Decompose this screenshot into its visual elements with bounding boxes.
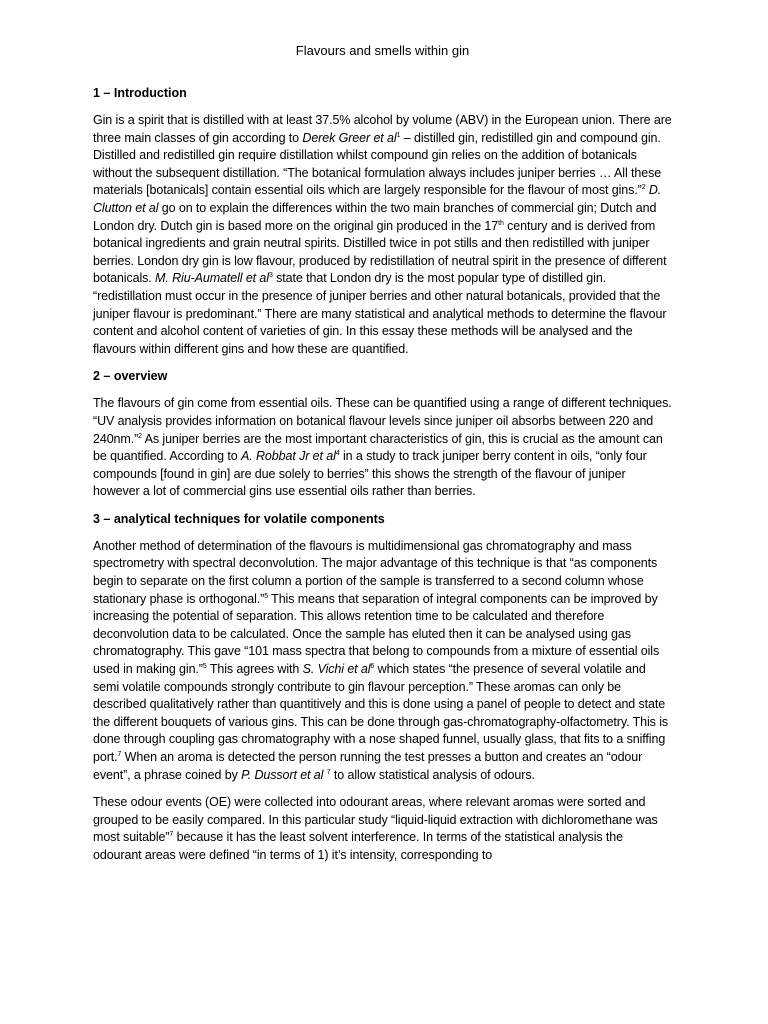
citation-superscript: 2 (138, 432, 142, 440)
paragraph (93, 395, 672, 501)
text-run: These odour events (OE) were collected into odourant areas, where relevant aromas were sorted and grouped to be easily compared. In this particular study “liquid-liquid extraction with dichloromethane was most suitable” (93, 795, 658, 845)
document-title: Flavours and smells within gin (295, 43, 470, 58)
text-run: because it has the least solvent interference. In terms of the statistical analysis the odourant areas were defined “in terms of 1) it’s intensity, corresponding to (93, 830, 623, 862)
citation-superscript: 6 (370, 662, 375, 670)
citation-superscript: 2 (641, 184, 646, 192)
paragraph (93, 538, 672, 784)
author-citation: P. Dussort et al (241, 767, 324, 782)
section-heading: 1 – Introduction (93, 86, 187, 100)
author-citation: D. Clutton et al (93, 183, 662, 215)
citation-superscript: 5 (202, 662, 207, 670)
citation-superscript: 7 (326, 768, 331, 776)
citation-superscript: 1 (396, 131, 401, 139)
text-run: state that London dry is the most popular type of distilled gin. “redistillation must occur in the presence of juniper berries and other natural botanicals, provided that the juniper flavour is predominant.” There are many statistical and analytical methods to determine the flavour content and alcohol content of varieties of gin. In this essay these methods will be analysed and the flavours within different gins and how these are quantified. (93, 271, 667, 356)
paragraph (93, 112, 672, 358)
citation-superscript: 7 (117, 750, 122, 758)
citation-superscript: 4 (335, 449, 340, 457)
section-introduction (93, 85, 672, 358)
text-run: to allow statistical analysis of odours. (330, 767, 535, 782)
author-citation: A. Robbat Jr et al (241, 449, 336, 464)
text-run: go on to explain the differences within the two main branches of commercial gin; Dutch and London dry. Dutch gin is based more on the original gin produced in the 17 (93, 200, 657, 233)
text-run: When an aroma is detected the person running the test presses a button and creates an “odour event”, a phrase coined by (93, 750, 643, 782)
citation-superscript: 3 (268, 272, 273, 280)
text-run: century and is derived from botanical ingredients and grain neutral spirits. Distilled twice in pot stills and then redistilled with juniper berries. London dry gin is low flavour, produced by redistillation of neutral spirit in the presence of different botanicals. (93, 218, 667, 286)
text-run: – distilled gin, redistilled gin and compound gin. Distilled and redistilled gin require distillation whilst compound gin relies on the addition of botanicals without the subsequent distillation. “The botanical formulation always includes juniper berries … All these materials [botanicals] contain essential oils which are largely responsible for the flavour of most gins.” (93, 130, 662, 198)
text-run: Gin is a spirit that is distilled with at least 37.5% alcohol by volume (ABV) in the European union. There are three main classes of gin according to (93, 113, 672, 145)
text-run: which states “the presence of several volatile and semi volatile compounds strongly contribute to gin flavour perception.” These aromas can only be described qualitatively rather than quantitively and this is done using a panel of people to detect and state the different bouquets of various gins. This can be done through gas-chromatography-olfactometry. This is done through coupling gas chromatography with a nose shaped funnel, usually glass, that fits to a sniffing port. (93, 662, 669, 764)
section-heading: 2 – overview (93, 369, 168, 384)
author-citation: S. Vichi et al (302, 662, 371, 677)
author-citation: Derek Greer et al (302, 130, 397, 145)
section-overview (93, 368, 672, 501)
text-run: in a study to track juniper berry content in oils, “only four compounds [found in gin] are due solely to berries” this shows the strength of the flavour of juniper however a lot of commercial gins use essential oils rather than berries. (93, 449, 647, 499)
section-heading: 3 – analytical techniques for volatile components (93, 511, 385, 526)
citation-superscript: 7 (169, 831, 174, 839)
section-analytical-techniques (93, 511, 672, 865)
citation-superscript: 5 (264, 592, 269, 600)
text-run: This agrees with (206, 662, 303, 677)
author-citation: M. Riu-Aumatell et al (155, 271, 269, 286)
text-run: Another method of determination of the flavours is multidimensional gas chromatography and mass spectrometry with spectral deconvolution. The major advantage of this technique is that “as components begin to separate on the first column a portion of the sample is transferred to a second column whose stationary phase is orthogonal.” (93, 538, 658, 606)
text-run: As juniper berries are the most important characteristics of gin, this is crucial as the amount can be quantified. According to (93, 431, 663, 464)
text-run: The flavours of gin come from essential oils. These can be quantified using a range of different techniques. “UV analysis provides information on botanical flavour levels since juniper oil absorbs between 220 and 240nm.” (93, 396, 672, 446)
citation-superscript: th (498, 219, 504, 227)
paragraph (93, 794, 672, 864)
text-run: This means that separation of integral components can be improved by increasing the potential of separation. This allows retention time to be calculated and therefore deconvolution data to be calculated. Once the sample has eluted then it can be analysed using gas chromatography. This gave “101 mass spectra that belong to compounds from a mixture of essential oils used in making gin.” (93, 591, 660, 677)
